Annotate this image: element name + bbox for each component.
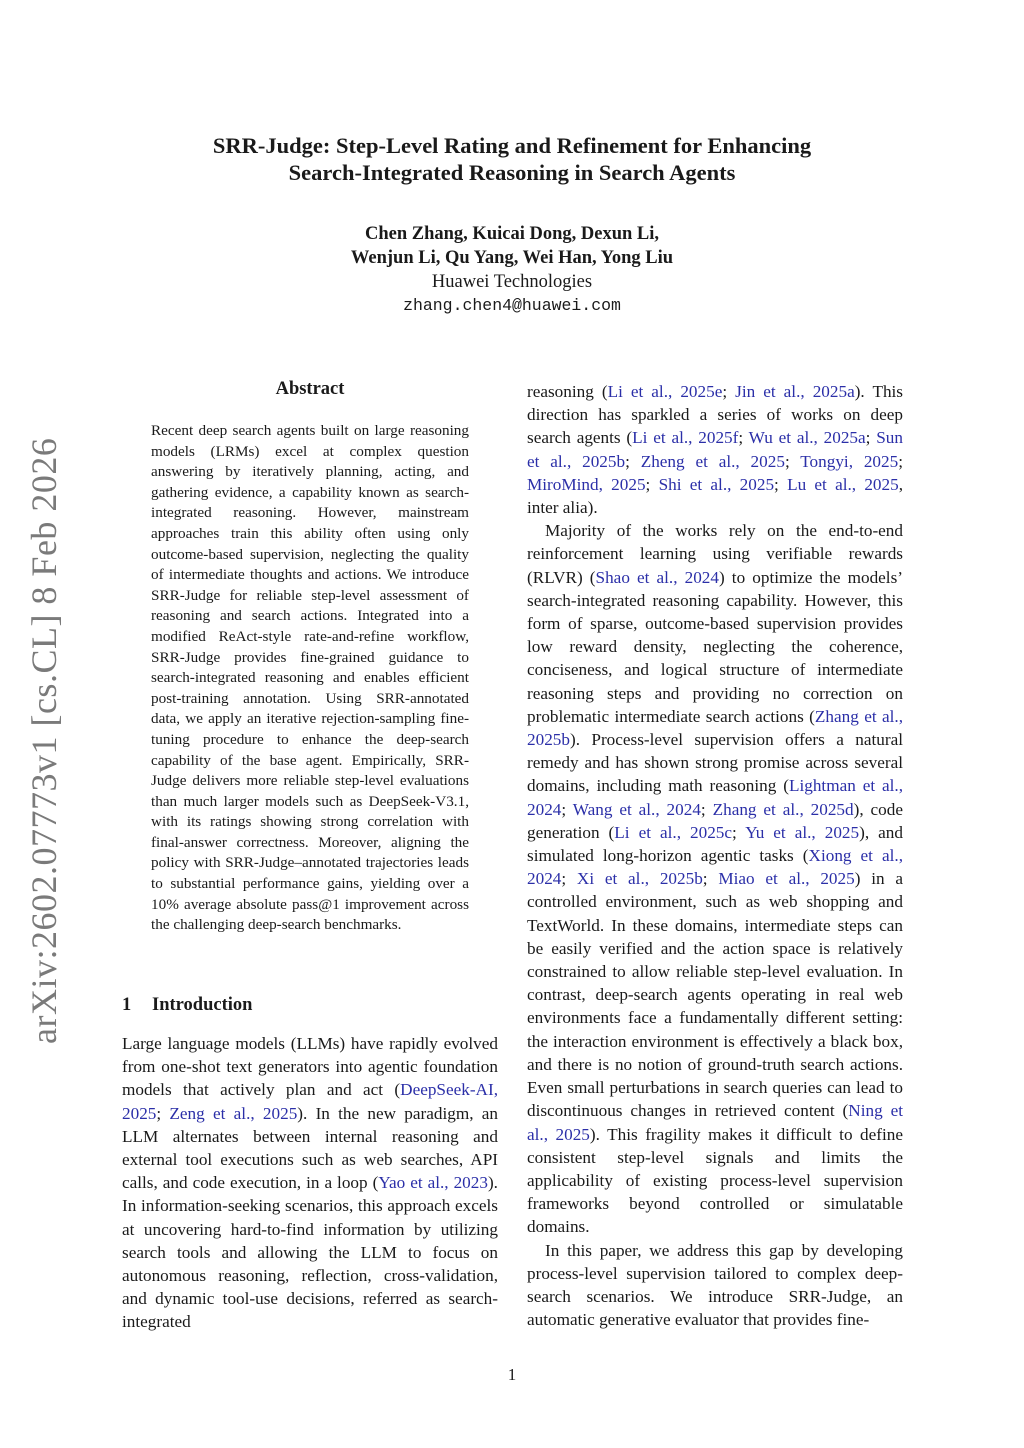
text-run: ) to optimize the models’ search-integrated reasoning capability. However, this form of sparse, outcome-based supervision provides low reward density, neglecting the coherence, conciseness, and logical structure of intermediate reasoning steps and providing no correction on problematic intermediate search actions (: [527, 567, 903, 726]
text-run: ). In information-seeking scenarios, this approach excels at uncovering hard-to-find information by utilizing search tools and allowing the LLM to focus on autonomous reasoning, reflection, cross-validation, and dynamic tool-use decisions, referred as search-integrated: [122, 1173, 498, 1332]
text-run: ;: [561, 799, 573, 819]
citation-link[interactable]: Lightman et al., 2024: [527, 776, 903, 819]
citation-link[interactable]: Sun et al., 2025b: [527, 428, 903, 471]
text-run: ;: [700, 799, 713, 819]
text-run: ;: [156, 1103, 170, 1123]
abstract-heading: Abstract: [275, 379, 345, 399]
text-run: ;: [865, 428, 877, 448]
title-line-1: SRR-Judge: Step-Level Rating and Refinement for Enhancing: [212, 133, 812, 158]
citation-link[interactable]: Wang et al., 2024: [572, 799, 701, 819]
text-run: ;: [625, 451, 641, 471]
intro-left-column: [122, 1032, 498, 1334]
intro-right-column: [527, 380, 903, 1331]
text-run: Majority of the works rely on the end-to-end reinforcement learning using verifiable rewards (RLVR) (: [527, 521, 903, 587]
intro-paragraph-3: In this paper, we address this gap by developing process-level supervision tailored to complex deep-search scenarios. We introduce SRR-Judge, an automatic generative evaluator that provides fine-: [527, 1240, 903, 1330]
citation-link[interactable]: MiroMind, 2025: [527, 474, 646, 494]
abstract-body: Recent deep search agents built on large reasoning models (LRMs) excel at complex question answering by iteratively planning, acting, and gathering evidence, a capability known as search-integrated reasoning. However, mainstream approaches train this ability often using only outcome-based supervision, neglecting the quality of intermediate thoughts and actions. We introduce SRR-Judge for reliable step-level assessment of reasoning and search actions. Integrated into a modified ReAct-style rate-and-refine workflow, SRR-Judge provides fine-grained guidance to search-integrated reasoning and enables efficient post-training annotation. Using SRR-annotated data, we apply an iterative rejection-sampling fine-tuning procedure to enhance the deep-search capability of the base agent. Empirically, SRR-Judge delivers more reliable step-level evaluations than much larger models such as DeepSeek-V3.1, with its ratings showing strong correlation with final-answer correctness. Moreover, aligning the policy with SRR-Judge–annotated trajectories leads to substantial performance gains, yielding over a 10% average absolute pass@1 improvement across the challenging deep-search benchmarks.: [151, 422, 469, 934]
section-title: Introduction: [152, 995, 253, 1015]
text-run: ;: [702, 869, 719, 889]
text-run: ;: [898, 451, 903, 471]
intro-paragraph-1: [122, 1032, 498, 1334]
text-run: ;: [738, 428, 749, 448]
text-run: , inter alia).: [527, 474, 903, 518]
citation-link[interactable]: Shi et al., 2025: [658, 474, 775, 494]
affiliation: Huawei Technologies: [431, 272, 593, 292]
text-run: reasoning (: [527, 382, 608, 401]
text-run: ), code generation (: [527, 799, 903, 842]
text-run: ;: [645, 474, 659, 494]
paper-title: [0, 132, 1024, 186]
text-run: ). Process-level supervision offers a natural remedy and has shown strong promise across several domains, including math reasoning (: [527, 730, 903, 796]
citation-link[interactable]: Zhang et al., 2025d: [712, 799, 854, 819]
intro-paragraph-1-cont: [527, 380, 903, 519]
text-run: ;: [784, 451, 801, 471]
citation-link[interactable]: Li et al., 2025e: [607, 382, 723, 401]
citation-link[interactable]: Xiong et al., 2024: [527, 846, 903, 889]
authors-line-1: Chen Zhang, Kuicai Dong, Dexun Li,: [364, 224, 659, 244]
author-email: zhang.chen4@huawei.com: [403, 296, 621, 315]
citation-link[interactable]: Wu et al., 2025a: [748, 428, 866, 448]
text-run: ). This direction has sparkled a series of works on deep search agents (: [527, 382, 903, 448]
text-run: ;: [774, 474, 788, 494]
arxiv-identifier: arXiv:2602.07773v1 [cs.CL] 8 Feb 2026: [24, 437, 64, 1044]
authors-line-2: Wenjun Li, Qu Yang, Wei Han, Yong Liu: [350, 248, 674, 268]
citation-link[interactable]: Yu et al., 2025: [745, 822, 860, 842]
intro-paragraph-2: [527, 519, 903, 1238]
page-number: 1: [507, 1365, 517, 1384]
author-block: [0, 222, 1024, 318]
citation-link[interactable]: Lu et al., 2025: [787, 474, 899, 494]
text-run: ), and simulated long-horizon agentic tasks (: [527, 822, 903, 866]
text-run: ). This fragility makes it difficult to define consistent step-level signals and limits the applicability of existing process-level supervision frameworks beyond controlled or simulatable domains.: [527, 1124, 903, 1237]
citation-link[interactable]: Zheng et al., 2025: [640, 451, 785, 471]
title-line-2: Search-Integrated Reasoning in Search Agents: [288, 160, 736, 185]
text-run: ) in a controlled environment, such as web shopping and TextWorld. In these domains, intermediate steps can be easily verified and the action space is relatively constrained to allow reliable step-level evaluation. In contrast, deep-search agents operating in real web environments face a fundamentally different setting: the interaction environment is effectively a black box, and there is no notion of ground-truth search actions. Even small perturbations in search queries can lead to discontinuous changes in retrieved content (: [527, 869, 903, 1121]
text-run: ). In the new paradigm, an LLM alternates between internal reasoning and external tool executions such as web searches, API calls, and code execution, in a loop (: [122, 1103, 498, 1193]
citation-link[interactable]: DeepSeek-AI, 2025: [122, 1080, 498, 1123]
citation-link[interactable]: Miao et al., 2025: [718, 869, 855, 889]
section-number: 1: [122, 995, 132, 1015]
citation-link[interactable]: Ning et al., 2025: [527, 1101, 903, 1144]
text-run: ;: [561, 869, 577, 889]
citation-link[interactable]: Li et al., 2025f: [632, 428, 739, 448]
citation-link[interactable]: Zeng et al., 2025: [169, 1103, 298, 1123]
citation-link[interactable]: Zhang et al., 2025b: [527, 706, 904, 750]
citation-link[interactable]: Li et al., 2025c: [614, 822, 733, 842]
section-heading-introduction: [122, 995, 252, 1016]
citation-link[interactable]: Shao et al., 2024: [595, 567, 719, 587]
text-run: ;: [732, 822, 746, 842]
text-run: ;: [722, 382, 736, 401]
text-run: Large language models (LLMs) have rapidly evolved from one-shot text generators into agentic foundation models that actively plan and act (: [122, 1034, 498, 1100]
citation-link[interactable]: Jin et al., 2025a: [735, 382, 855, 401]
citation-link[interactable]: Tongyi, 2025: [800, 451, 899, 471]
citation-link[interactable]: Yao et al., 2023: [378, 1173, 488, 1193]
citation-link[interactable]: Xi et al., 2025b: [576, 869, 703, 889]
